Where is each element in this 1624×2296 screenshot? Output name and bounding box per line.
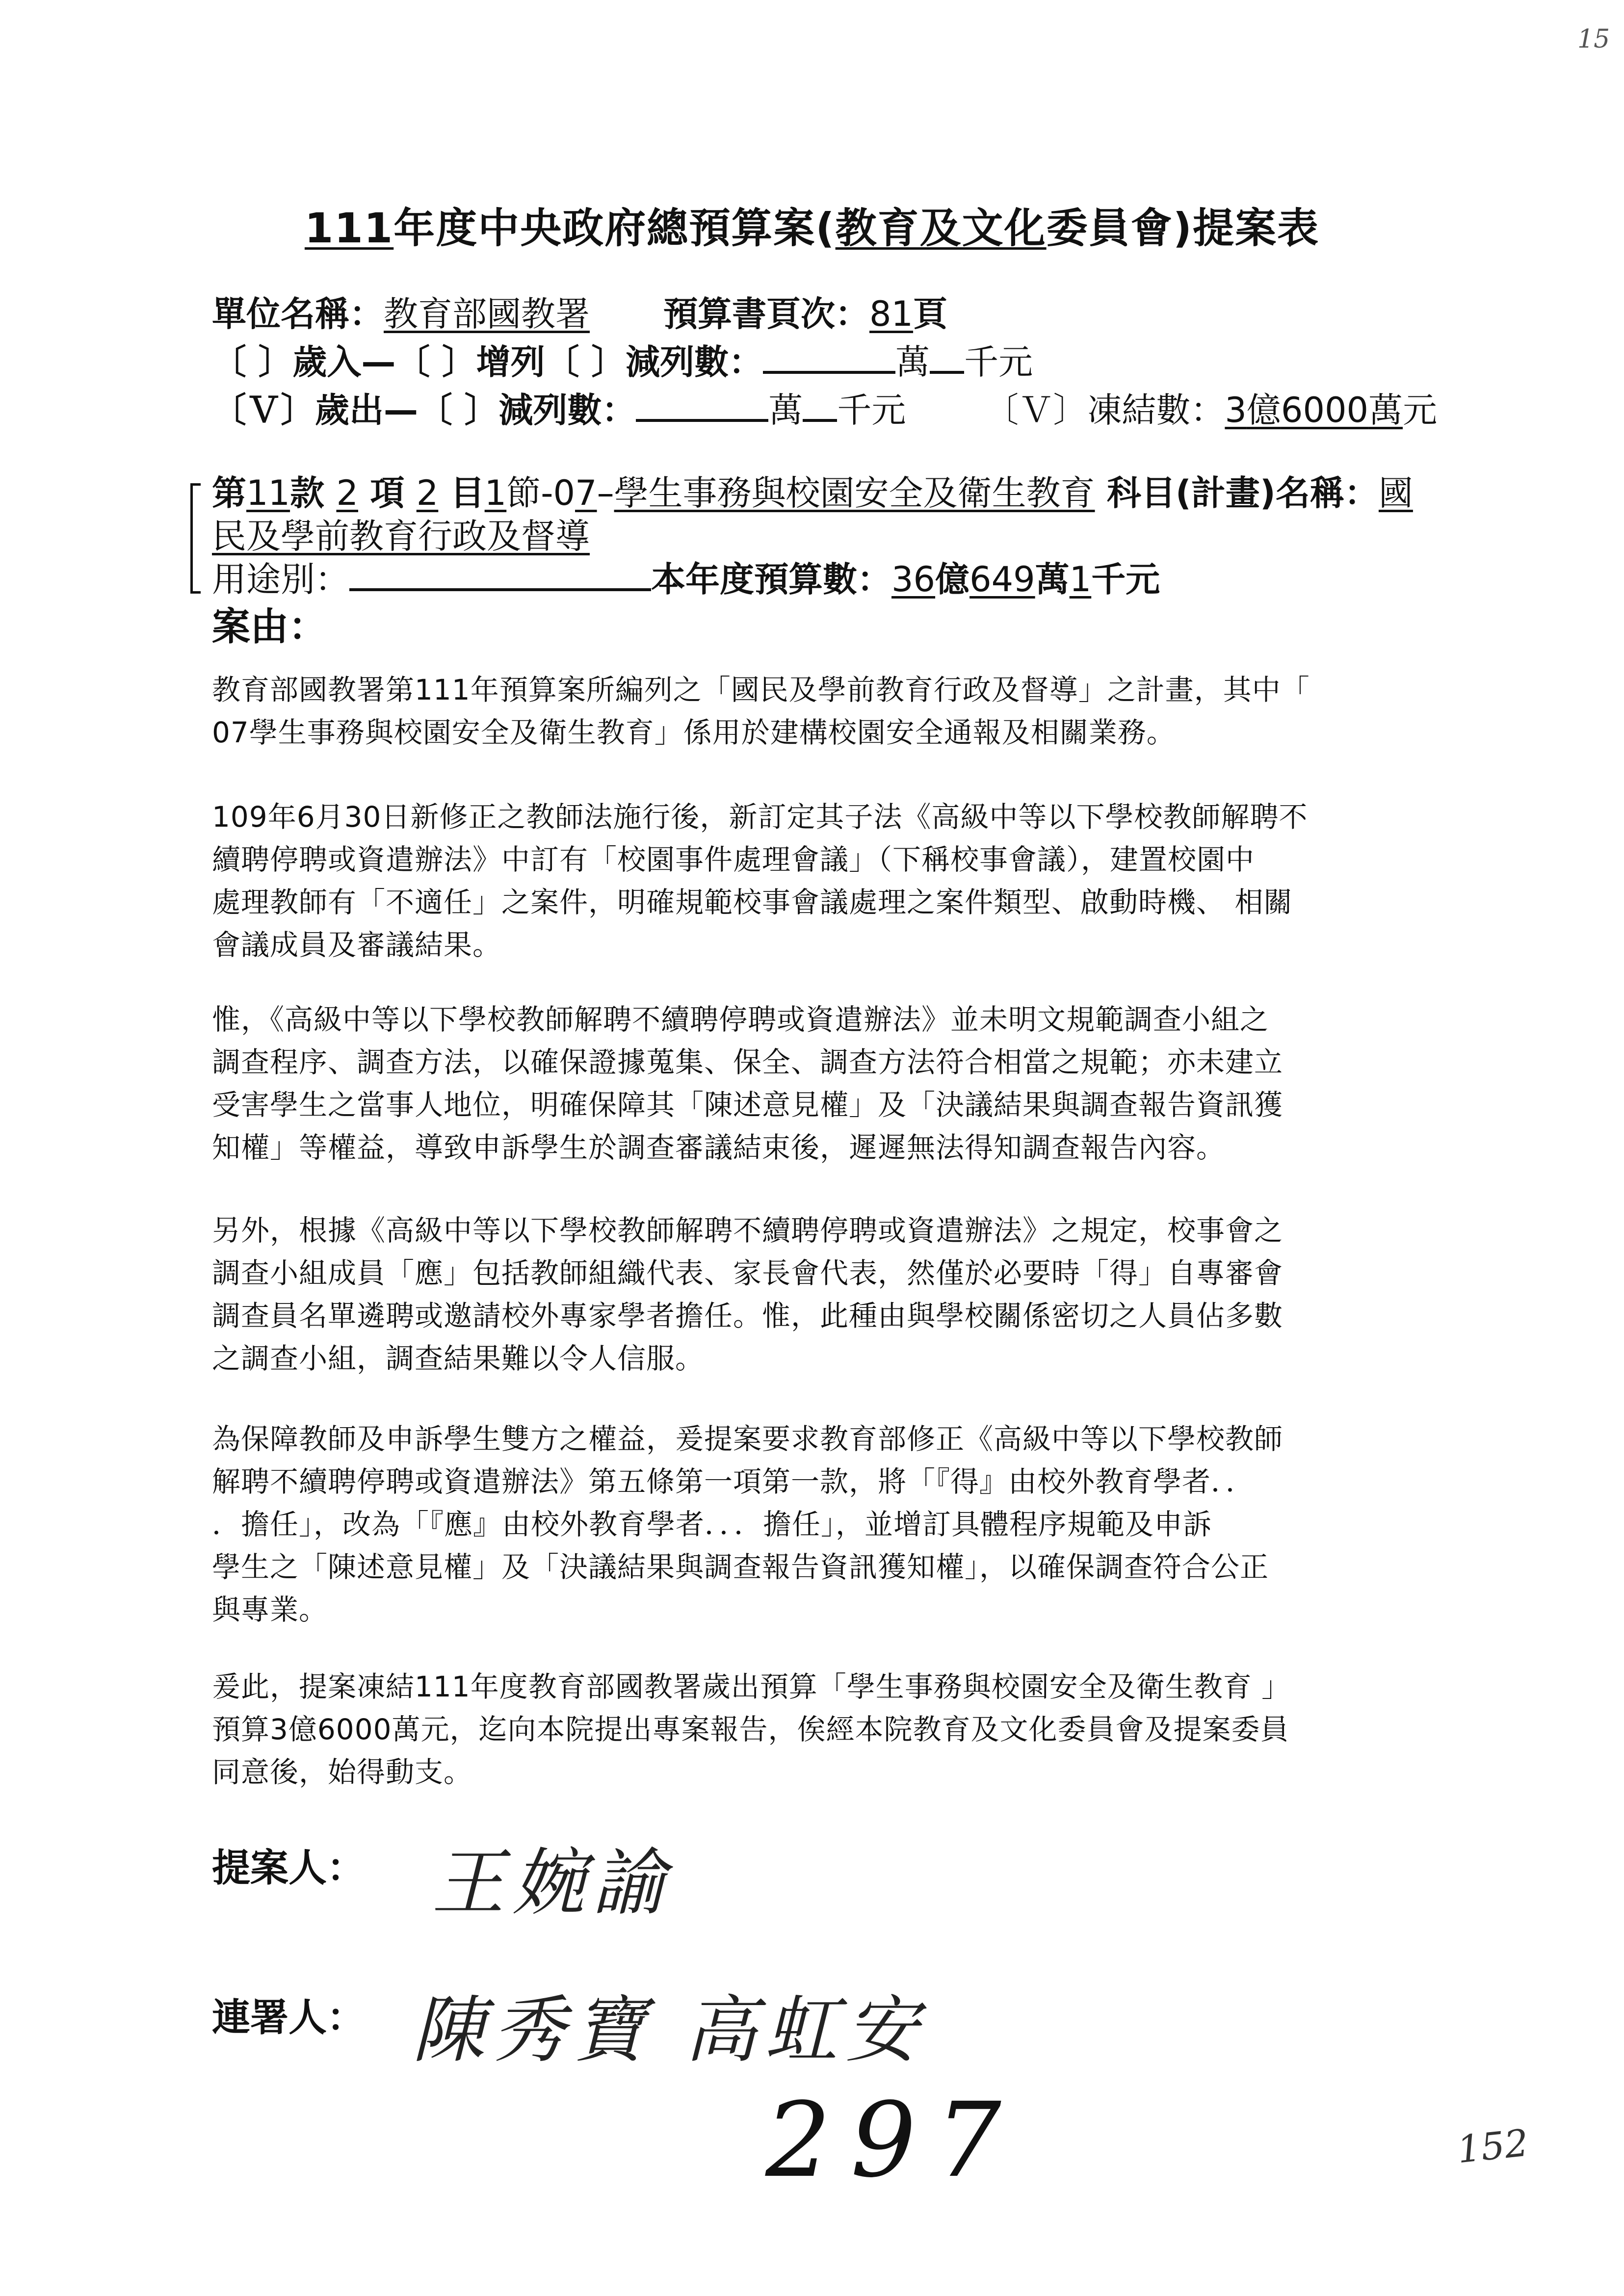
reason-paragraph-2	[212, 796, 1429, 966]
paragraph-line: 之調查小組，調查結果難以令人信服。	[212, 1342, 705, 1375]
freeze-label: 〔Ｖ〕凍結數：	[984, 390, 1225, 430]
expense-thousand-unit: 千元	[837, 390, 906, 430]
reason-paragraph-4	[212, 1209, 1429, 1380]
expense-thousand-blank	[803, 389, 837, 422]
income-thousand-unit: 千元	[964, 342, 1033, 382]
page-number-bottom: 152	[1455, 2120, 1531, 2172]
cosigner-signatures: 陳秀寶 高虹安	[412, 1988, 926, 2072]
item-mu-label: 目	[450, 473, 485, 513]
paragraph-line: 惟，《高級中等以下學校教師解聘不續聘停聘或資遣辦法》並未明文規範調查小組之	[212, 1003, 1269, 1036]
reason-heading: 案由：	[212, 605, 327, 649]
budget-wan-unit: 萬	[1035, 559, 1070, 600]
paragraph-line: 解聘不續聘停聘或資遣辦法》第五條第一項第一款，將「『得』由校外教育學者．．	[212, 1465, 1255, 1498]
program-label: 科目(計畫)名稱：	[1106, 473, 1379, 513]
item-line-1	[212, 469, 1413, 518]
item-xiang-label: 項	[370, 473, 405, 513]
title-year: 111	[304, 204, 394, 252]
expense-wan-unit: 萬	[768, 390, 803, 430]
title-mid: 年度中央政府總預算案(	[393, 204, 836, 252]
expense-line	[212, 386, 1437, 435]
paragraph-line: 與專業。	[212, 1593, 328, 1626]
freeze-yi: 億	[1246, 390, 1281, 430]
item-line-2	[212, 512, 590, 561]
paragraph-line: ．擔任」，改為「『應』由校外教育學者．．．擔任」，並增訂具體程序規範及申訴	[212, 1508, 1212, 1541]
income-line	[212, 338, 1033, 387]
paragraph-line: 預算3億6000萬元，迄向本院提出專案報告，俟經本院教育及文化委員會及提案委員	[212, 1713, 1289, 1746]
paragraph-line: 07學生事務與校園安全及衛生教育」係用於建構校園安全通報及相關業務。	[212, 716, 1176, 749]
paragraph-line: 續聘停聘或資遣辦法》中訂有「校園事件處理會議」（下稱校事會議），建置校園中	[212, 843, 1255, 876]
handwritten-number: 297	[765, 2080, 1021, 2200]
page-number-top: 15	[1577, 25, 1610, 54]
reason-paragraph-1	[212, 669, 1429, 754]
paragraph-line: 調查員名單遴聘或邀請校外專家學者擔任。惟，此種由與學校關係密切之人員佔多數	[212, 1299, 1283, 1332]
paragraph-line: 學生之「陳述意見權」及「決議結果與調查報告資訊獲知權」，以確保調查符合公正	[212, 1550, 1269, 1584]
unit-line	[212, 289, 947, 339]
item-mu: 2	[416, 473, 439, 513]
budget-page-unit: 頁	[913, 294, 948, 334]
item-jie: 1	[484, 473, 507, 513]
budget-qian-value: 1	[1069, 559, 1092, 600]
expense-wan-blank	[636, 389, 768, 422]
item-dash: –	[597, 473, 614, 513]
unit-value: 教育部國教署	[384, 294, 590, 334]
item-kuan-label: 款	[290, 473, 325, 513]
usage-blank	[349, 558, 651, 591]
income-wan-blank	[763, 340, 895, 374]
budget-page-value: 81	[869, 294, 914, 334]
income-text: 〔 〕歲入—〔 〕增列〔 〕減列數：	[212, 342, 763, 382]
paragraph-line: 知權」等權益，導致申訴學生於調查審議結束後，遲遲無法得知調查報告內容。	[212, 1131, 1226, 1164]
paragraph-line: 同意後，始得動支。	[212, 1755, 473, 1789]
income-wan-unit: 萬	[895, 342, 930, 382]
usage-label: 用途別：	[212, 559, 349, 600]
paragraph-line: 處理教師有「不適任」之案件，明確規範校事會議處理之案件類型、啟動時機、 相關	[212, 886, 1293, 919]
item-code: 7	[575, 473, 597, 513]
paragraph-line: 調查小組成員「應」包括教師組織代表、家長會代表，然僅於必要時「得」自專審會	[212, 1256, 1283, 1290]
title-suffix: 委員會)提案表	[1046, 204, 1320, 252]
cosigner-label: 連署人：	[212, 1996, 366, 2040]
paragraph-line: 為保障教師及申訴學生雙方之權益，爰提案要求教育部修正《高級中等以下學校教師	[212, 1422, 1283, 1456]
item-bracket	[190, 483, 201, 594]
proposer-signature: 王婉諭	[432, 1841, 673, 1925]
freeze-num-2: 6000	[1281, 390, 1369, 430]
reason-paragraph-3	[212, 998, 1429, 1169]
freeze-yuan: 元	[1403, 390, 1438, 430]
expense-text: 〔Ｖ〕歲出—〔 〕減列數：	[212, 390, 636, 430]
paragraph-line: 爰此，提案凍結111年度教育部國教署歲出預算「學生事務與校園安全及衛生教育 」	[212, 1670, 1291, 1703]
page-title	[0, 195, 1624, 255]
paragraph-line: 會議成員及審議結果。	[212, 928, 502, 962]
reason-paragraph-6	[212, 1666, 1429, 1794]
title-committee: 教育及文化	[835, 204, 1047, 252]
unit-label: 單位名稱：	[212, 294, 384, 334]
budget-qian-unit: 千元	[1091, 559, 1160, 600]
item-kuan: 11	[246, 473, 290, 513]
reason-paragraph-5	[212, 1418, 1429, 1631]
item-xiang: 2	[336, 473, 358, 513]
proposer-label: 提案人：	[212, 1846, 366, 1890]
budget-page-label: 預算書頁次：	[663, 294, 869, 334]
item-di: 第	[212, 473, 246, 513]
income-thousand-blank	[930, 340, 964, 374]
program-name-part-1: 國	[1378, 473, 1413, 513]
usage-line	[212, 555, 1160, 604]
paragraph-line: 另外，根據《高級中等以下學校教師解聘不續聘停聘或資遣辦法》之規定，校事會之	[212, 1214, 1283, 1247]
program-name-part-2: 民及學前教育行政及督導	[212, 516, 590, 556]
paragraph-line: 受害學生之當事人地位，明確保障其「陳述意見權」及「決議結果與調查報告資訊獲	[212, 1088, 1283, 1122]
paragraph-line: 109年6月30日新修正之教師法施行後，新訂定其子法《高級中等以下學校教師解聘不	[212, 800, 1308, 834]
budget-wan-value: 649	[969, 559, 1035, 600]
budget-amount-label: 本年度預算數：	[651, 559, 891, 600]
paragraph-line: 調查程序、調查方法，以確保證據蒐集、保全、調查方法符合相當之規範；亦未建立	[212, 1045, 1283, 1079]
item-jie-label: 節-0	[506, 473, 576, 513]
freeze-num-1: 3	[1225, 390, 1247, 430]
freeze-wan: 萬	[1368, 390, 1403, 430]
item-name: 學生事務與校園安全及衛生教育	[614, 473, 1095, 513]
budget-yi-unit: 億	[935, 559, 970, 600]
budget-yi-value: 36	[891, 559, 936, 600]
paragraph-line: 教育部國教署第111年預算案所編列之「國民及學前教育行政及督導」之計畫，其中「	[212, 673, 1310, 706]
